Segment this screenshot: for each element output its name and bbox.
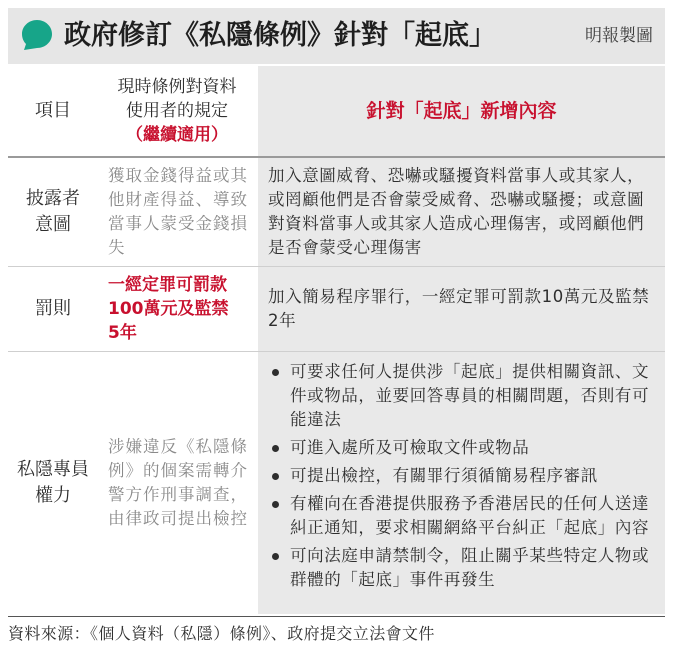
row-item-label: 披露者 (26, 188, 80, 209)
row-item-label: 私隱專員 (17, 459, 89, 480)
row-item-cell (8, 352, 98, 614)
page-title: 政府修訂《私隱條例》針對「起底」 (64, 20, 496, 51)
row-current-line: 5年 (108, 323, 137, 343)
row-new-cell (258, 352, 665, 614)
list-item-text: 可向法庭申請禁制令，阻止關乎某些特定人物或群體的「起底」事件再發生 (290, 546, 650, 589)
row-current-text: 獲取金錢得益或其他財產得益、導致當事人蒙受金錢損失 (108, 166, 248, 257)
footer-divider (8, 616, 665, 617)
bullet-icon (272, 501, 279, 508)
speech-bubble-icon (20, 18, 54, 52)
table-row (8, 158, 665, 267)
row-new-cell (258, 158, 665, 266)
row-item-cell (8, 267, 98, 351)
row-current-line: 100萬元及監禁 (108, 299, 229, 319)
table-row (8, 267, 665, 352)
powers-list (258, 352, 665, 592)
list-item-text: 可進入處所及可檢取文件或物品 (290, 438, 530, 457)
list-item (268, 436, 657, 460)
list-item-text: 可提出檢控，有關罪行須循簡易程序審訊 (290, 466, 598, 485)
row-current-line: 一經定罪可罰款 (108, 275, 227, 295)
header-item-label: 項目 (35, 100, 71, 121)
row-current-text: 涉嫌違反《私隱條例》的個案需轉介警方作刑事調查，由律政司提出檢控 (108, 437, 248, 528)
bullet-icon (272, 553, 279, 560)
row-current-cell (98, 352, 256, 614)
bullet-icon (272, 369, 279, 376)
row-item-label: 意圖 (35, 214, 71, 235)
row-new-text: 加入意圖威脅、恐嚇或騷擾資料當事人或其家人，或罔顧他們是否會蒙受威脅、恐嚇或騷擾；或意圖對資料當事人或其家人造成心理傷害，或罔顧他們是否會蒙受心理傷害 (268, 166, 645, 257)
row-item-cell (8, 158, 98, 266)
row-current-cell (98, 158, 256, 266)
row-current-cell (98, 267, 256, 351)
list-item-text: 可要求任何人提供涉「起底」提供相關資訊、文件或物品，並要回答專員的相關問題，否則有可能違法 (290, 362, 650, 429)
header-current-line2: 使用者的規定 (126, 101, 228, 121)
list-item (268, 464, 657, 488)
row-new-cell (258, 267, 665, 351)
comparison-table (8, 66, 665, 616)
header-current-line3: （繼續適用） (126, 125, 228, 145)
header-current-rules (98, 66, 256, 156)
header-band (8, 8, 665, 64)
credit-label: 明報製圖 (585, 26, 653, 46)
row-new-text: 加入簡易程序罪行，一經定罪可罰款10萬元及監禁2年 (268, 287, 650, 330)
header-new-content (258, 66, 665, 156)
row-item-label: 罰則 (35, 298, 71, 319)
row-item-label: 權力 (35, 485, 71, 506)
bullet-icon (272, 473, 279, 480)
table-row (8, 352, 665, 614)
source-note: 資料來源：《個人資料（私隱）條例》、政府提交立法會文件 (8, 624, 435, 643)
bullet-icon (272, 445, 279, 452)
list-item (268, 544, 657, 592)
list-item (268, 360, 657, 432)
list-item (268, 492, 657, 540)
table-header-row (8, 66, 665, 158)
list-item-text: 有權向在香港提供服務予香港居民的任何人送達糾正通知，要求相關網絡平台糾正「起底」內容 (290, 494, 650, 537)
header-current-line1: 現時條例對資料 (117, 77, 237, 97)
header-item (8, 66, 98, 156)
header-new-label: 針對「起底」新增內容 (366, 100, 557, 122)
